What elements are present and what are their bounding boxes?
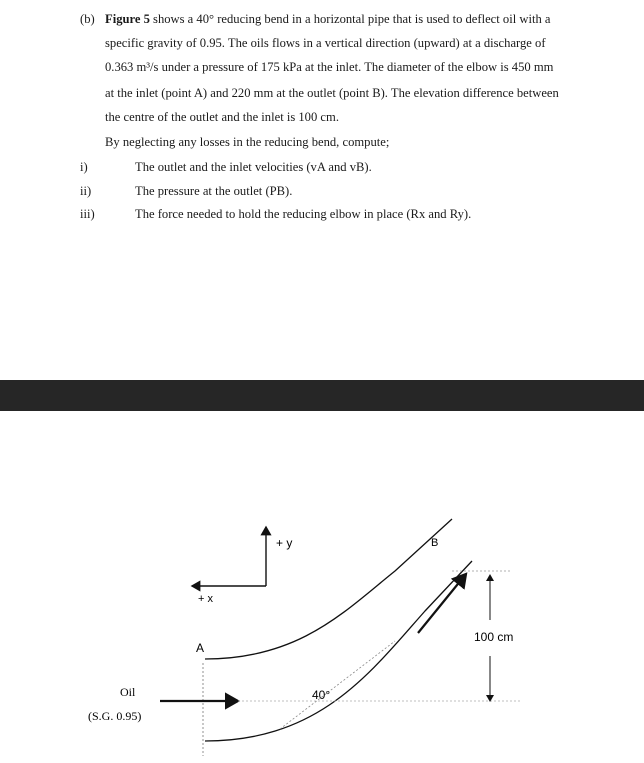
specific-gravity-label: (S.G. 0.95)	[88, 709, 142, 723]
figure-5-diagram	[0, 411, 644, 763]
angle-label: 40°	[312, 688, 331, 702]
x-axis-label: + x	[198, 593, 213, 605]
axis-indicator	[192, 527, 266, 586]
question-text	[0, 0, 644, 380]
height-label: 100 cm	[474, 630, 514, 644]
figure-reference: Figure 5	[105, 12, 150, 26]
question-line-6: By neglecting any losses in the reducing bend, compute;	[105, 135, 390, 149]
question-line-5: the centre of the outlet and the inlet is 100 cm.	[105, 110, 339, 124]
reducing-bend	[205, 519, 472, 741]
divider-band	[0, 380, 644, 411]
question-line-4: at the inlet (point A) and 220 mm at the outlet (point B). The elevation difference between	[105, 86, 559, 100]
item-text-2: The pressure at the outlet (PB).	[135, 184, 293, 198]
question-line-3: 0.363 m³/s under a pressure of 175 kPa at the inlet. The diameter of the elbow is 450 mm	[105, 60, 554, 74]
fluid-label: Oil	[120, 685, 136, 699]
item-text-1: The outlet and the inlet velocities (vA and vB).	[135, 160, 372, 174]
item-text-3: The force needed to hold the reducing elbow in place (Rx and Ry).	[135, 207, 472, 221]
question-line-2: specific gravity of 0.95. The oils flows in a vertical direction (upward) at a discharge of	[105, 36, 546, 50]
item-marker-2: ii)	[80, 184, 92, 198]
question-line-1: Figure 5 shows a 40° reducing bend in a horizontal pipe that is used to deflect oil with a	[105, 12, 551, 26]
y-axis-label: + y	[276, 536, 293, 550]
question-label: (b)	[80, 12, 95, 26]
outlet-flow-arrow	[418, 574, 466, 633]
item-marker-3: iii)	[80, 207, 95, 221]
item-marker-1: i)	[80, 160, 88, 174]
point-a-label: A	[196, 641, 205, 655]
point-b-label: B	[431, 537, 439, 549]
